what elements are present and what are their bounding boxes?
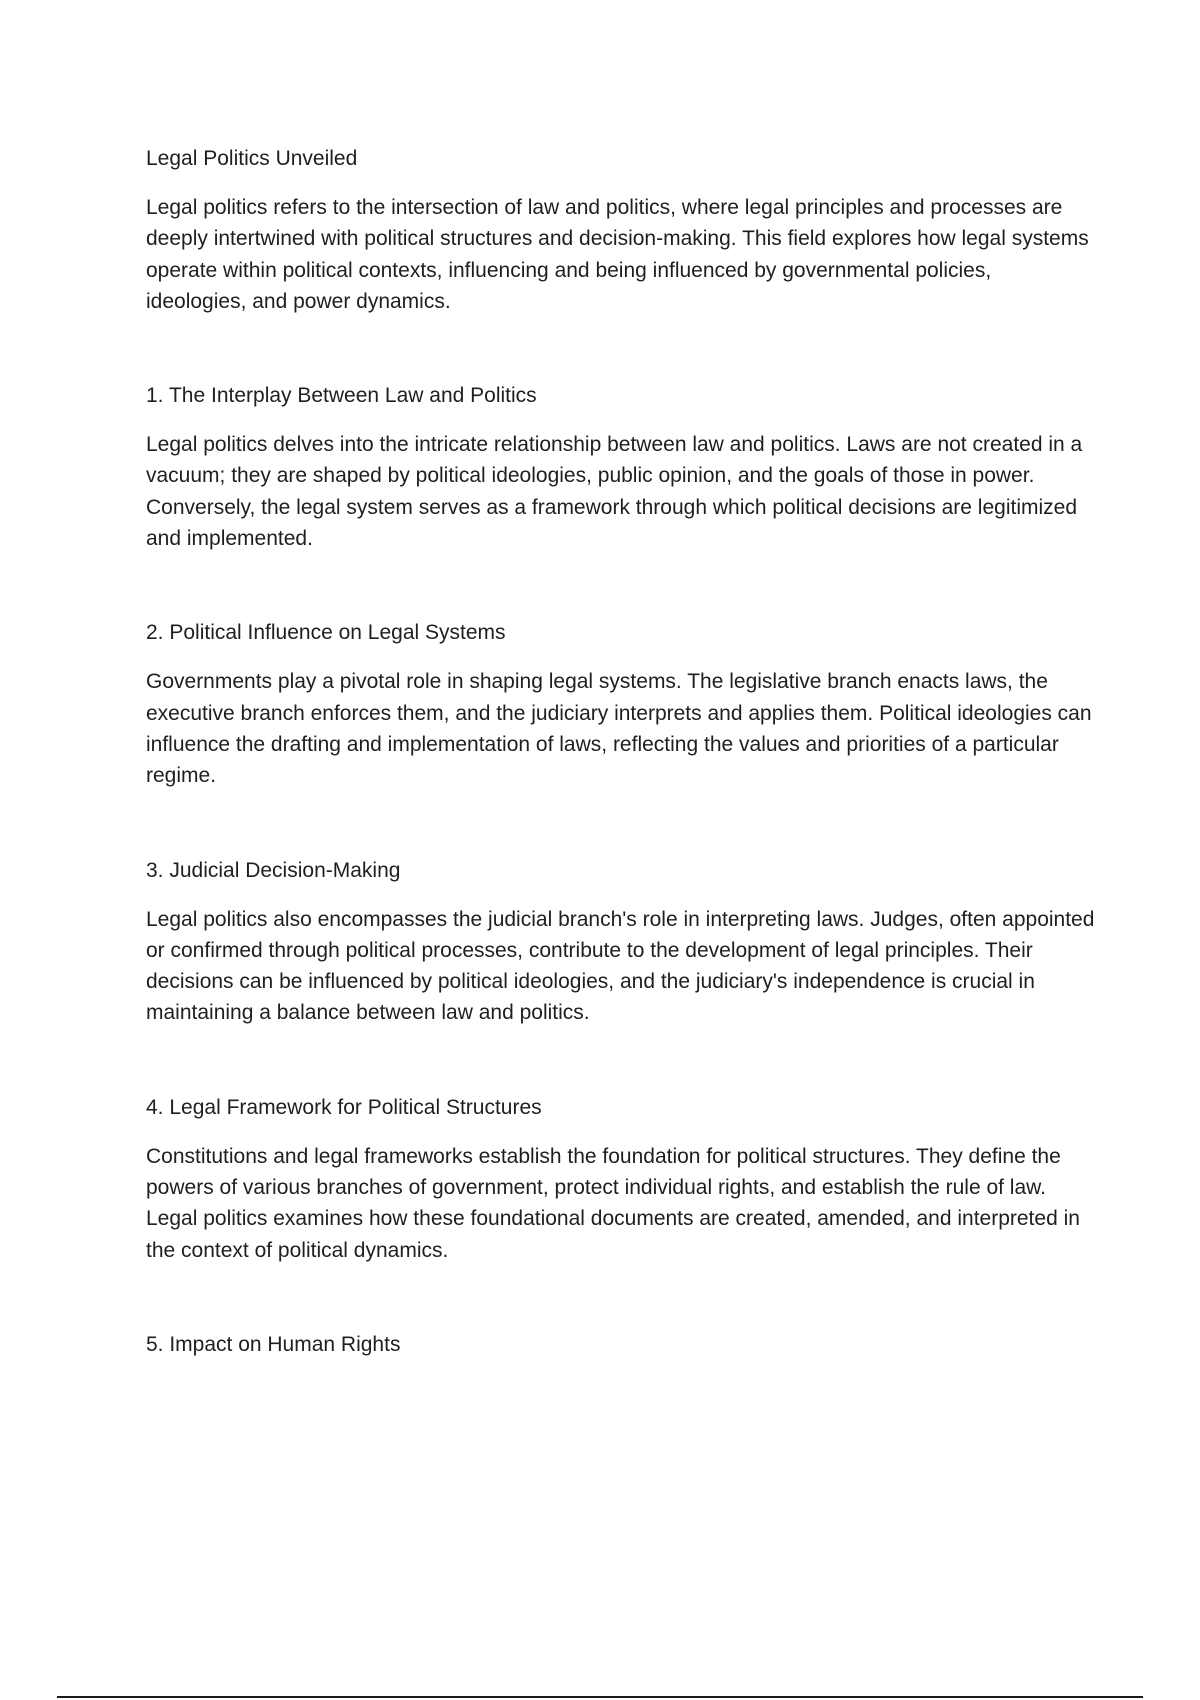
section-2 [146,618,1096,791]
section-paragraph: Legal politics also encompasses the judicial branch's role in interpreting laws. Judges, often appointed or confirmed through political processes, contribute to the development of legal principles. Their decisions can be influenced by political ideologies, and the judiciary's independence is crucial in maintaining a balance between law and politics. [146,907,1095,1025]
document-page [146,144,1096,1378]
section-heading: 3. Judicial Decision-Making [146,858,401,882]
section-paragraph: Constitutions and legal frameworks establish the foundation for political structures. They define the powers of various branches of government, protect individual rights, and establish the rule of law. Legal politics examines how these foundational documents are created, amended, and interpreted in the context of political dynamics. [146,1144,1080,1262]
section-heading: 4. Legal Framework for Political Structures [146,1095,542,1119]
section-heading: 2. Political Influence on Legal Systems [146,621,506,645]
section-paragraph: Legal politics delves into the intricate relationship between law and politics. Laws are not created in a vacuum; they are shaped by political ideologies, public opinion, and the goals of those in power. Conversely, the legal system serves as a framework through which political decisions are legitimized and implemented. [146,433,1083,551]
intro-paragraph: Legal politics refers to the intersection of law and politics, where legal principles and processes are deeply intertwined with political structures and decision-making. This field explores how legal systems operate within political contexts, influencing and being influenced by governmental policies, ideologies, and power dynamics. [146,196,1089,313]
section-3 [146,856,1096,1029]
section-5 [146,1330,1096,1360]
page-bottom-divider [57,1696,1143,1698]
section-heading: 1. The Interplay Between Law and Politics [146,384,537,408]
section-paragraph: Governments play a pivotal role in shaping legal systems. The legislative branch enacts laws, the executive branch enforces them, and the judiciary interprets and applies them. Political ideologies can influence the drafting and implementation of laws, reflecting the values and priorities of a particular regime. [146,670,1092,788]
section-4 [146,1093,1096,1266]
section-1 [146,381,1096,554]
section-heading: 5. Impact on Human Rights [146,1332,401,1356]
document-title: Legal Politics Unveiled [146,147,358,170]
